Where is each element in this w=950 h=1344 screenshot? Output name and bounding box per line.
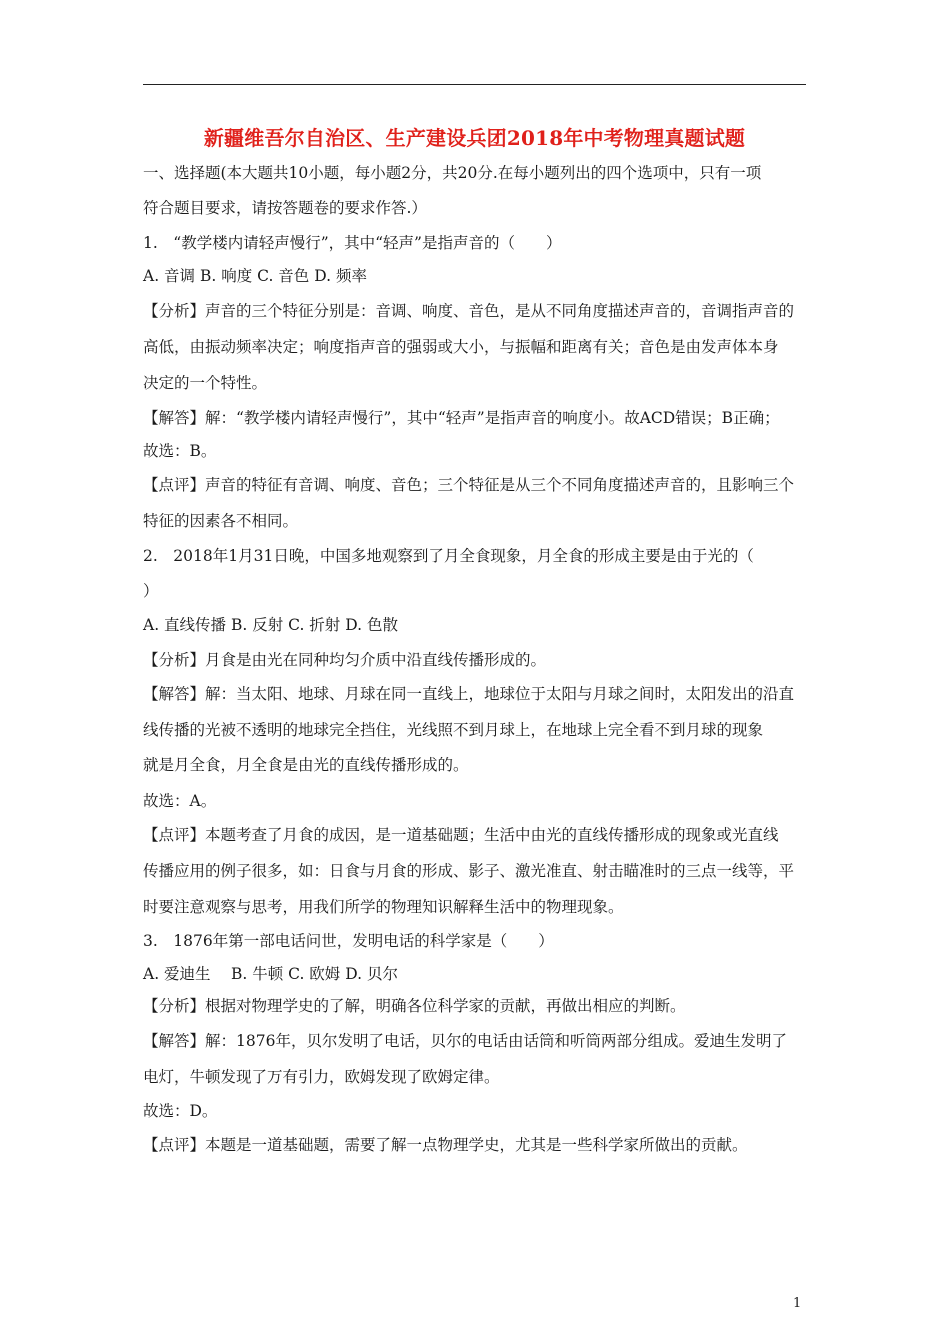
text-line: 1. “教学楼内请轻声慢行”，其中“轻声”是指声音的（ ） [143, 234, 562, 252]
text-line: 决定的一个特性。 [143, 374, 268, 392]
text-line: 【分析】声音的三个特征分别是：音调、响度、音色，是从不同角度描述声音的，音调指声音的 [143, 302, 795, 320]
text-line: 3. 1876年第一部电话问世，发明电话的科学家是（ ） [143, 932, 554, 950]
text-line: 【解答】解：当太阳、地球、月球在同一直线上，地球位于太阳与月球之间时，太阳发出的沿直 [143, 685, 795, 703]
text-line: 故选：D。 [143, 1102, 218, 1120]
text-line: 故选：B。 [143, 442, 217, 460]
text-line: 【点评】本题考查了月食的成因，是一道基础题；生活中由光的直线传播形成的现象或光直线 [143, 826, 779, 844]
text-line: A. 直线传播 B. 反射 C. 折射 D. 色散 [143, 616, 398, 634]
text-line: 传播应用的例子很多，如：日食与月食的形成、影子、激光准直、射击瞄准时的三点一线等，平 [143, 862, 795, 880]
header-rule [143, 84, 806, 85]
text-line: 【解答】解：1876年，贝尔发明了电话，贝尔的电话由话筒和听筒两部分组成。爱迪生发明了 [143, 1032, 787, 1050]
text-line: ） [143, 582, 159, 600]
document-title: 新疆维吾尔自治区、生产建设兵团2018年中考物理真题试题 [203, 126, 746, 150]
text-line: 2. 2018年1月31日晚，中国多地观察到了月全食现象，月全食的形成主要是由于光的（ [143, 547, 754, 565]
text-line: A. 音调 B. 响度 C. 音色 D. 频率 [143, 267, 367, 285]
text-line: 【解答】解：“教学楼内请轻声慢行”，其中“轻声”是指声音的响度小。故ACD错误；B正确； [143, 409, 780, 427]
text-line: 线传播的光被不透明的地球完全挡住，光线照不到月球上，在地球上完全看不到月球的现象 [143, 721, 764, 739]
text-line: 时要注意观察与思考，用我们所学的物理知识解释生活中的物理现象。 [143, 898, 624, 916]
text-line: 符合题目要求，请按答题卷的要求作答.） [143, 199, 427, 217]
text-line: 【点评】本题是一道基础题，需要了解一点物理学史，尤其是一些科学家所做出的贡献。 [143, 1136, 748, 1154]
text-line: 特征的因素各不相同。 [143, 512, 299, 530]
text-line: 一、选择题(本大题共10小题，每小题2分，共20分.在每小题列出的四个选项中，只有一项 [143, 164, 762, 182]
text-line: 【点评】声音的特征有音调、响度、音色；三个特征是从三个不同角度描述声音的，且影响三个 [143, 476, 795, 494]
text-line: 【分析】根据对物理学史的了解，明确各位科学家的贡献，再做出相应的判断。 [143, 997, 686, 1015]
page-number: 1 [793, 1296, 802, 1311]
text-line: 故选：A。 [143, 792, 217, 810]
text-line: 高低，由振动频率决定；响度指声音的强弱或大小，与振幅和距离有关；音色是由发声体本身 [143, 338, 779, 356]
text-line: 电灯，牛顿发现了万有引力，欧姆发现了欧姆定律。 [143, 1068, 500, 1086]
text-line: 【分析】月食是由光在同种均匀介质中沿直线传播形成的。 [143, 651, 547, 669]
text-line: A. 爱迪生 B. 牛顿 C. 欧姆 D. 贝尔 [143, 965, 398, 983]
text-line: 就是月全食，月全食是由光的直线传播形成的。 [143, 756, 469, 774]
